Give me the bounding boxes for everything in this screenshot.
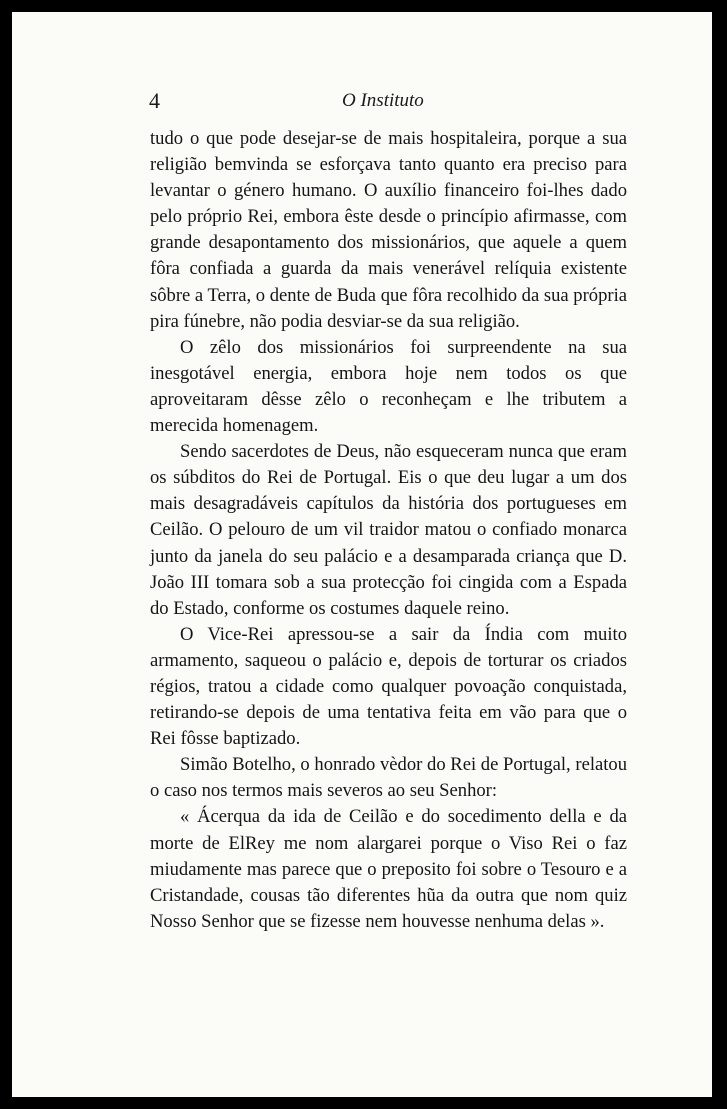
- paragraph-1: tudo o que pode desejar-se de mais hospitaleira, porque a sua religião bemvinda se esforçava tanto quanto era preciso para levantar o género humano. O auxílio financeiro foi-lhes dado pelo próprio Rei, embora êste desde o princípio afirmasse, com grande desapontamento dos missionários, que aquele a quem fôra confiada a guarda da mais venerável relíquia existente sôbre a Terra, o dente de Buda que fôra recolhido da sua própria pira fúnebre, não podia desviar-se da sua religião.: [150, 128, 627, 332]
- paragraph-3: Sendo sacerdotes de Deus, não esqueceram nunca que eram os súbditos do Rei de Portugal. Eis o que deu lugar a um dos mais desagradáveis capítulos da história dos portugueses em Ceilão. O pelouro de um vil traidor matou o confiado monarca junto da janela do seu palácio e a desamparada criança que D. João III tomara sob a sua protecção foi cingida com a Espada do Estado, conforme os costumes daquele reino.: [150, 441, 627, 619]
- page-header: [12, 88, 712, 118]
- paragraph-2: O zêlo dos missionários foi surpreendente na sua inesgotável energia, embora hoje nem todos os que aproveitaram dêsse zêlo o reconheçam e lhe tributem a merecida homenagem.: [150, 336, 627, 437]
- paragraph-5: Simão Botelho, o honrado vèdor do Rei de Portugal, relatou o caso nos termos mais severos ao seu Senhor:: [150, 754, 627, 802]
- paragraph-4: O Vice-Rei apressou-se a sair da Índia com muito armamento, saqueou o palácio e, depois de torturar os criados régios, tratou a cidade como qualquer povoação conquistada, retirando-se depois de uma tentativa feita em vão para que o Rei fôsse baptizado.: [150, 623, 627, 750]
- running-title: O Instituto: [342, 90, 424, 111]
- paragraph-6-quotation: « Ácerqua da ida de Ceilão e do socedimento della e da morte de ElRey me nom alargarei porque o Viso Rei o faz miudamente mas parece que o preposito foi sobre o Tesouro e a Cristandade, cousas tão diferentes hũa da outra que nom quiz Nosso Senhor que se fizesse nem houvesse nenhuma delas ».: [150, 806, 627, 932]
- book-page: [12, 12, 712, 1097]
- page-number: 4: [149, 88, 160, 113]
- body-text: [150, 126, 627, 935]
